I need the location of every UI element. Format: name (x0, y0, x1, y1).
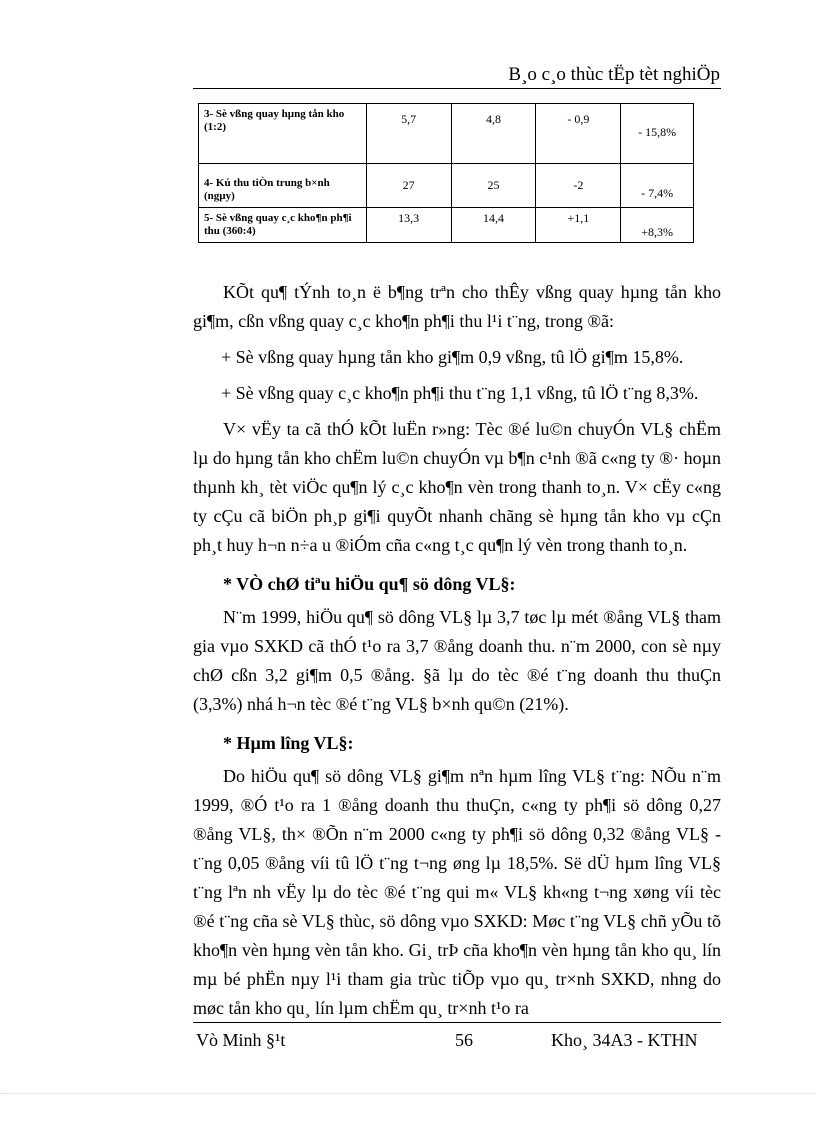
table-cell-value: 13,3 (366, 208, 451, 243)
body-text (193, 278, 721, 1023)
bullet-item: + Sè vßng quay c¸c kho¶n ph¶i thu t¨ng 1,1 vßng, tû lÖ t¨ng 8,3%. (221, 383, 699, 403)
document-header-title: B¸o c¸o thùc tËp tèt nghiÖp (508, 64, 720, 85)
table-cell-value: 14,4 (451, 208, 536, 243)
footer-class: Kho¸ 34A3 - KTHN (551, 1030, 698, 1050)
table-cell-value: 25 (451, 164, 536, 208)
table-cell-value: 27 (366, 164, 451, 208)
footer-divider (193, 1022, 721, 1023)
page-number: 56 (455, 1030, 473, 1050)
table-cell-percent: - 15,8% (621, 104, 694, 164)
table-cell-percent: +8,3% (621, 208, 694, 243)
table-cell-value: -2 (536, 164, 621, 208)
table-cell-label: 5- Sè vßng quay c¸c kho¶n ph¶i thu (360:4) (199, 208, 367, 243)
paragraph: KÕt qu¶ tÝnh to¸n ë b¶ng trªn cho thÊy vßng quay hµng tån kho gi¶m, cßn vßng quay c¸c kho¶n ph¶i thu l¹i t¨ng, trong ®ã: (193, 282, 721, 331)
paragraph: N¨m 1999, hiÖu qu¶ sö dông VL§ lµ 3,7 tøc lµ mét ®ång VL§ tham gia vµo SXKD cã thÓ t¹o ra 3,7 ®ång doanh thu. n¨m 2000, con sè nµy chØ cßn 3,2 gi¶m 0,5 ®ång. §ã lµ do tèc ®é t¨ng doanh thu thuÇn (3,3%) nhá h¬n tèc ®é t¨ng VL§ b×nh qu©n (21%). (193, 607, 721, 714)
statistics-table (198, 103, 694, 243)
table-cell-label: 4- Kú thu tiÒn trung b×nh (ngµy) (199, 164, 367, 208)
table-row (199, 164, 694, 208)
section-heading: * Hµm lîng VL§: (223, 733, 354, 753)
paragraph: Do hiÖu qu¶ sö dông VL§ gi¶m nªn hµm lîng VL§ t¨ng: NÕu n¨m 1999, ®Ó t¹o ra 1 ®ång doanh thu thuÇn, c«ng ty ph¶i sö dông 0,27 ®ång VL§, th× ®Õn n¨m 2000 c«ng ty ph¶i sö dông 0,32 ®ång VL§ - t¨ng 0,05 ®ång víi tû lÖ t¨ng t¬ng øng lµ 18,5%. Së dÜ hµm lîng VL§ t¨ng lªn nh vËy lµ do tèc ®é t¨ng qui m« VL§ kh«ng t¬ng xøng víi tèc ®é t¨ng cña sè VL§ thùc, sö dông vµo SXKD: Møc t¨ng VL§ chñ yÕu tõ kho¶n vèn hµng vèn tån kho. Gi¸ trÞ cña kho¶n vèn hµng tån kho qu¸ lín mµ bé phËn nµy l¹i tham gia trùc tiÕp vµo qu¸ tr×nh SXKD, nhng do møc tån kho qu¸ lín lµm chËm qu¸ tr×nh t¹o ra (193, 766, 721, 1018)
table-row (199, 208, 694, 243)
table-cell-percent: - 7,4% (621, 164, 694, 208)
header-divider (193, 88, 721, 89)
page-boundary (0, 1093, 816, 1094)
table-cell-label: 3- Sè vßng quay hµng tån kho (1:2) (199, 104, 367, 164)
table-cell-value: - 0,9 (536, 104, 621, 164)
footer-author: Vò Minh §¹t (196, 1030, 286, 1050)
section-heading: * VÒ chØ tiªu hiÖu qu¶ sö dông VL§: (223, 574, 516, 594)
table-cell-value: 4,8 (451, 104, 536, 164)
paragraph: V× vËy ta cã thÓ kÕt luËn r»ng: Tèc ®é lu©n chuyÓn VL§ chËm lµ do hµng tån kho chËm lu©n chuyÓn vµ b¶n c¹nh ®ã c«ng ty ®· hoµn thµnh kh¸ tèt viÖc qu¶n lý c¸c kho¶n vèn trong thanh to¸n. V× cËy c«ng ty cÇu cã biÖn ph¸p gi¶i quyÕt nhanh chãng sè hµng tån kho vµ cÇn ph¸t huy h¬n n÷a u ®iÓm cña c«ng t¸c qu¶n lý vèn trong thanh to¸n. (193, 419, 721, 555)
table-cell-value: 5,7 (366, 104, 451, 164)
table-row (199, 104, 694, 164)
bullet-item: + Sè vßng quay hµng tån kho gi¶m 0,9 vßng, tû lÖ gi¶m 15,8%. (221, 347, 684, 367)
table-cell-value: +1,1 (536, 208, 621, 243)
